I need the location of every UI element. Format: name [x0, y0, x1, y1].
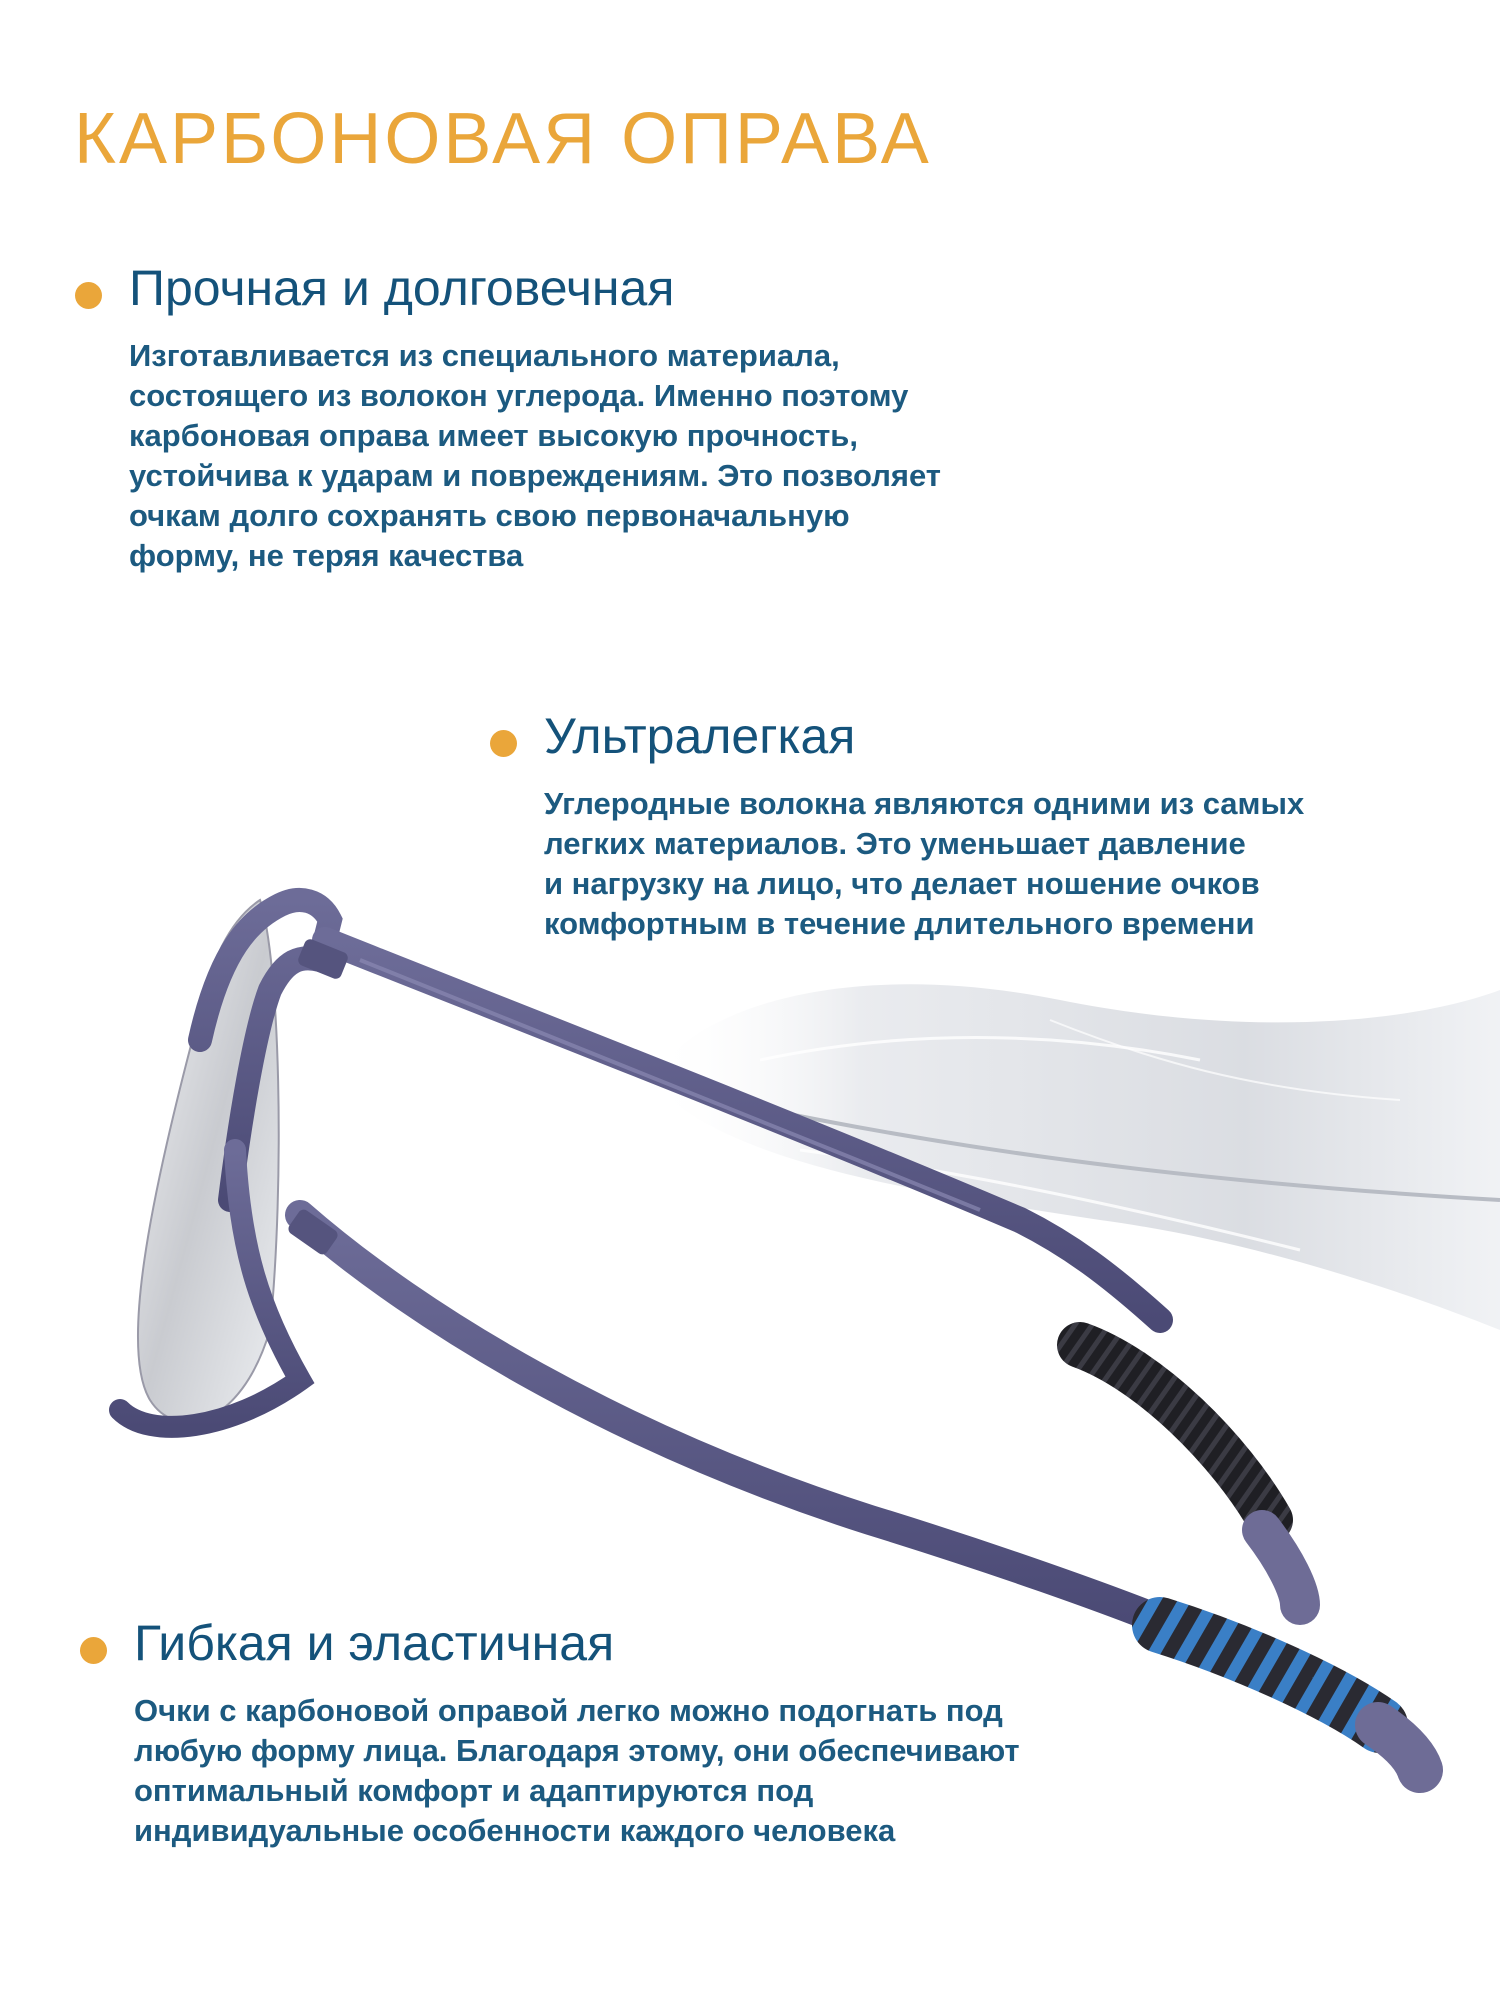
feature-heading-text: Ультралегкая: [544, 708, 856, 764]
feature-ultralight: [490, 706, 1304, 944]
feature-description: Изготавливается из специального материала, состоящего из волокон углерода. Именно поэтому карбоновая оправа имеет высокую прочность, устойчива к ударам и повреждениям. Это позволяет очкам долго сохранять свою первоначальную форму, не теряя качества: [129, 338, 941, 573]
bullet-dot-icon: [75, 282, 102, 309]
feature-heading: [490, 706, 1304, 766]
feature-heading: [80, 1613, 1020, 1673]
bullet-dot-icon: [80, 1637, 107, 1664]
page-title: КАРБОНОВАЯ ОПРАВА: [74, 99, 932, 179]
feature-description: Очки с карбоновой оправой легко можно подогнать под любую форму лица. Благодаря этому, они обеспечивают оптимальный комфорт и адаптируются под индивидуальные особенности каждого человека: [134, 1693, 1020, 1848]
feature-heading: [75, 258, 941, 318]
feature-durable: [75, 258, 941, 576]
feature-heading-text: Прочная и долговечная: [129, 260, 675, 316]
feature-flexible: [80, 1613, 1020, 1851]
feature-heading-text: Гибкая и эластичная: [134, 1615, 615, 1671]
bullet-dot-icon: [490, 730, 517, 757]
feature-description: Углеродные волокна являются одними из самых легких материалов. Это уменьшает давление и нагрузку на лицо, что делает ношение очков комфортным в течение длительного времени: [544, 786, 1305, 941]
feather-image: [650, 984, 1500, 1330]
